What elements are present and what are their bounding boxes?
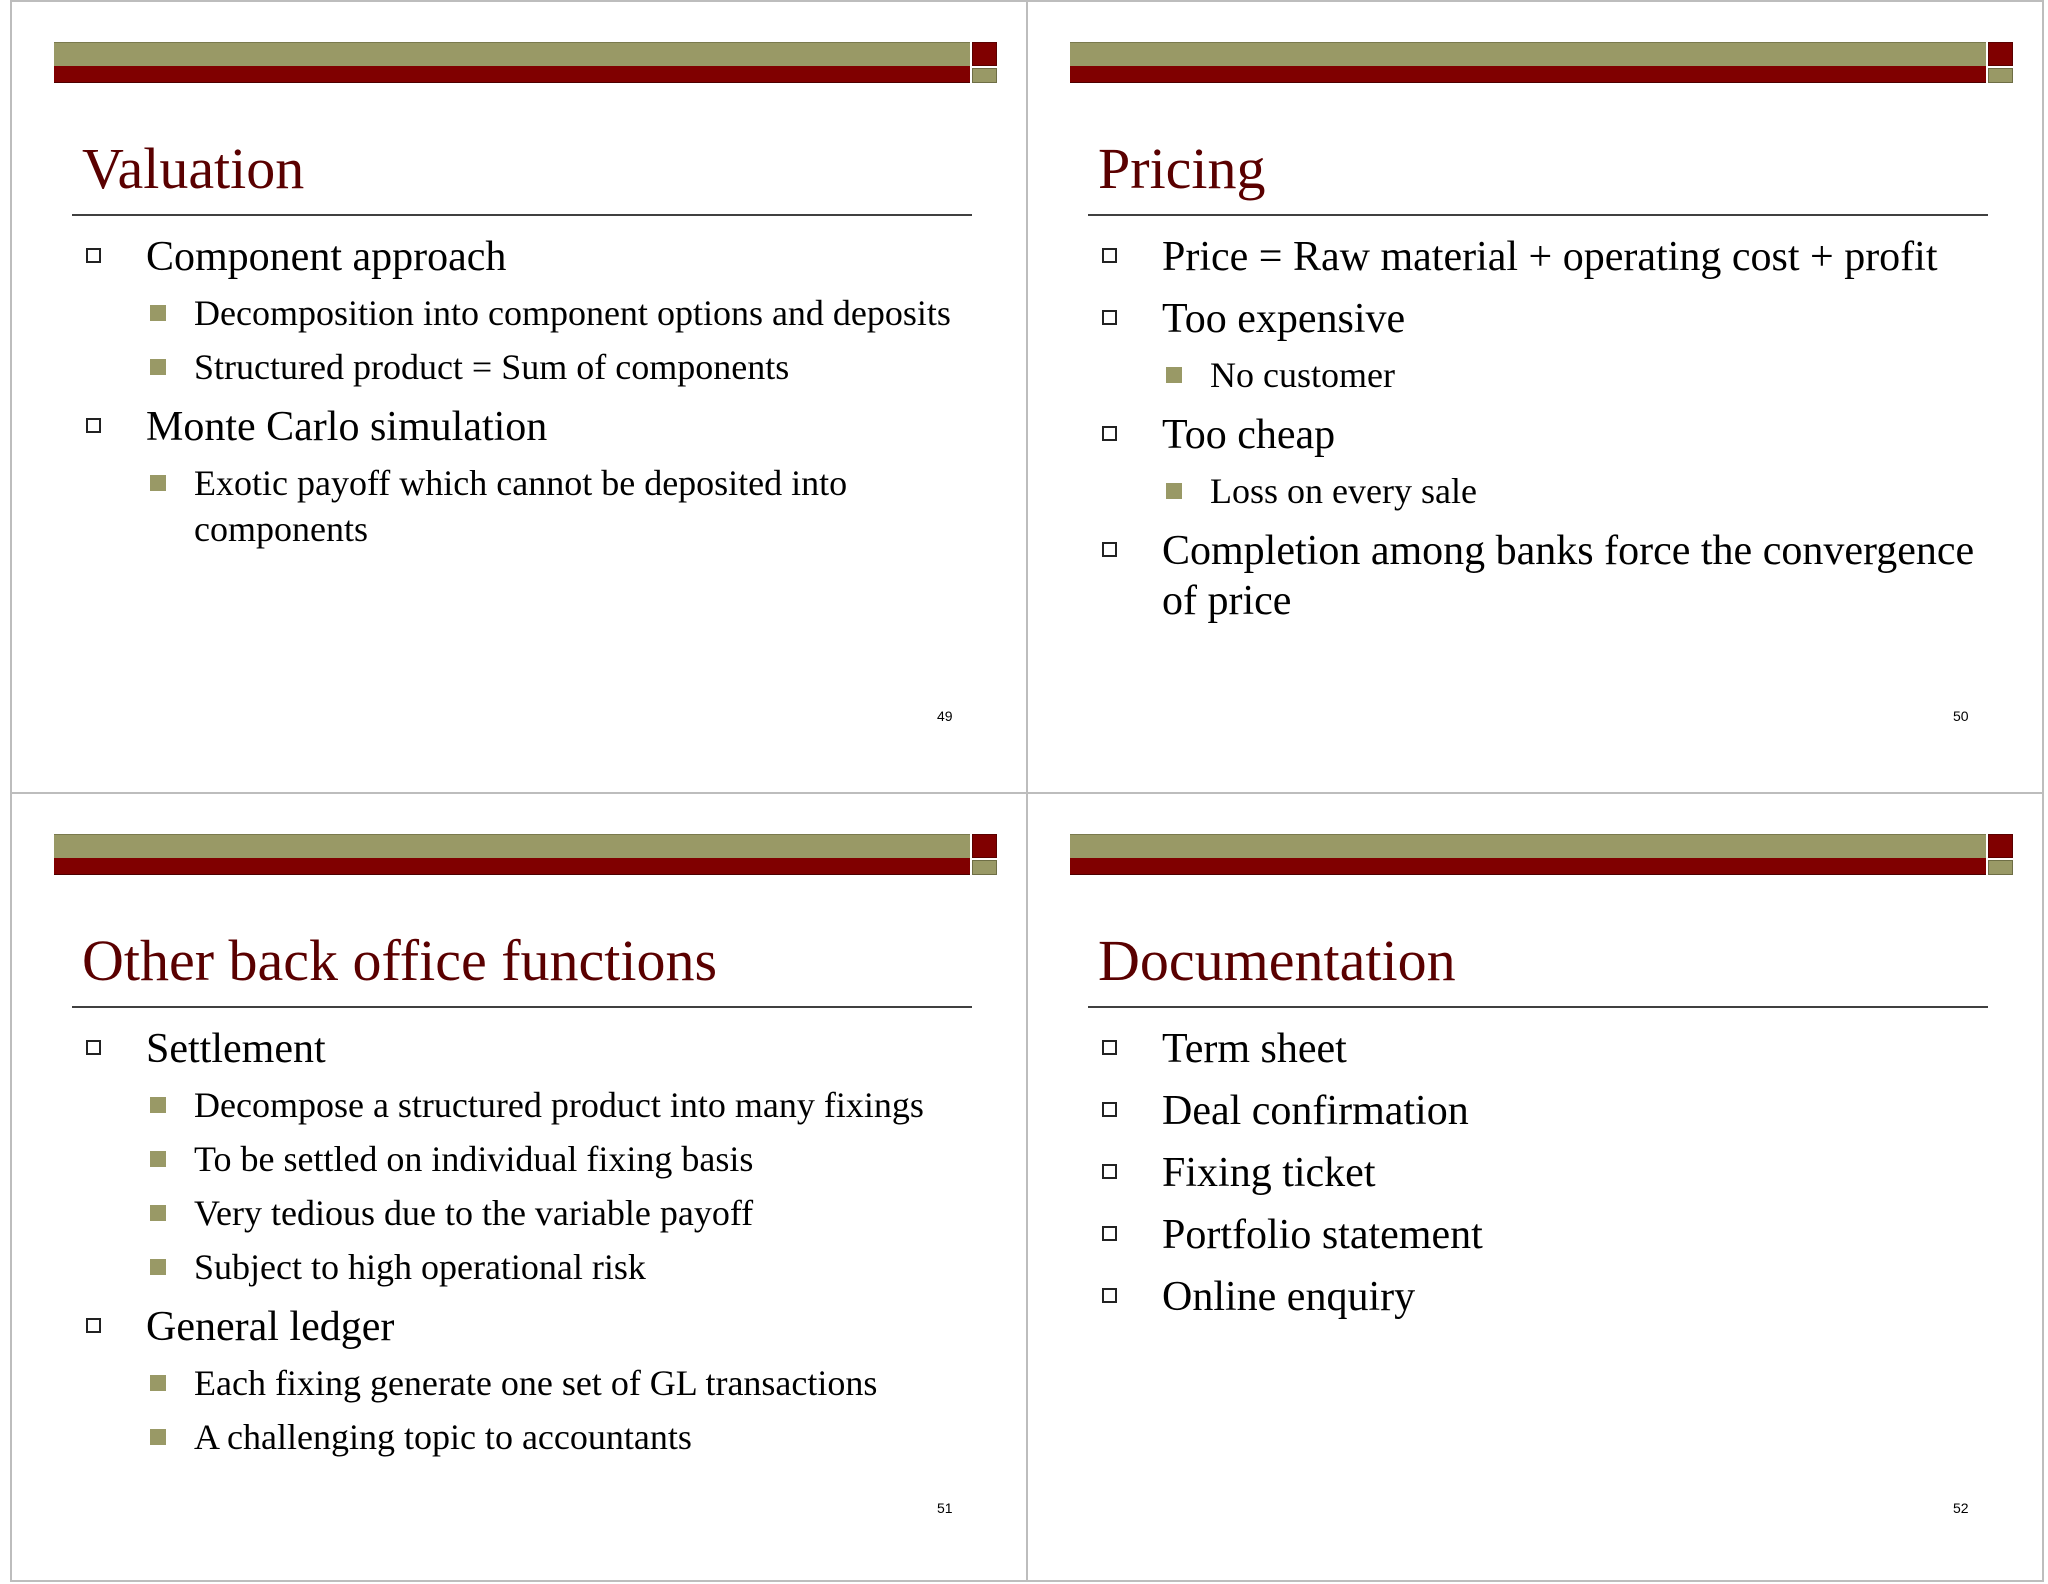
filled-square-bullet-icon [150, 305, 166, 321]
hollow-square-bullet-icon [1102, 426, 1117, 441]
header-red-square [972, 42, 997, 66]
bullet-item [84, 1302, 984, 1352]
slide-number: 50 [1953, 708, 1969, 724]
bullet-text: Price = Raw material + operating cost + profit [1162, 234, 1938, 280]
header-decoration-bar [1070, 42, 2013, 84]
bullet-item [1100, 1148, 2000, 1198]
bullet-text: Fixing ticket [1162, 1150, 1376, 1196]
bullet-item [1100, 1210, 2000, 1260]
bullet-item [1100, 294, 2000, 344]
hollow-square-bullet-icon [1102, 248, 1117, 263]
filled-square-bullet-icon [150, 1205, 166, 1221]
title-underline [72, 214, 972, 216]
header-red-band [54, 858, 970, 875]
sub-bullet-text: Decomposition into component options and deposits [194, 293, 951, 333]
bullet-text: Portfolio statement [1162, 1212, 1483, 1258]
bullet-item [1100, 1272, 2000, 1322]
slide-51 [12, 794, 1028, 1584]
header-decoration-bar [54, 42, 997, 84]
bullet-item [84, 402, 984, 452]
sub-bullet-item [1162, 468, 2000, 514]
bullet-text: Online enquiry [1162, 1274, 1416, 1320]
slide-50 [1028, 2, 2044, 792]
bullet-item [84, 232, 984, 282]
sub-bullet-item [146, 460, 984, 552]
slide-title: Valuation [82, 136, 305, 201]
header-red-band [54, 66, 970, 83]
header-red-square [972, 834, 997, 858]
hollow-square-bullet-icon [86, 418, 101, 433]
filled-square-bullet-icon [150, 1097, 166, 1113]
hollow-square-bullet-icon [86, 1040, 101, 1055]
sub-bullet-item [146, 1136, 984, 1182]
bullet-text: Monte Carlo simulation [146, 404, 548, 450]
header-olive-square [1988, 860, 2013, 875]
sub-bullet-text: Subject to high operational risk [194, 1247, 646, 1287]
header-decoration-bar [54, 834, 997, 876]
hollow-square-bullet-icon [1102, 1164, 1117, 1179]
filled-square-bullet-icon [150, 1259, 166, 1275]
header-olive-band [54, 42, 970, 67]
sub-bullet-text: No customer [1210, 355, 1395, 395]
sub-bullet-text: To be settled on individual fixing basis [194, 1139, 754, 1179]
filled-square-bullet-icon [150, 1151, 166, 1167]
header-olive-square [972, 68, 997, 83]
slide-title: Other back office functions [82, 928, 718, 993]
title-underline [72, 1006, 972, 1008]
title-underline [1088, 1006, 1988, 1008]
header-olive-square [1988, 68, 2013, 83]
bullet-item [1100, 232, 2000, 282]
sub-bullet-text: Exotic payoff which cannot be deposited into components [194, 463, 848, 549]
bullet-item [1100, 526, 2000, 626]
sub-bullet-item [146, 1244, 984, 1290]
filled-square-bullet-icon [1166, 367, 1182, 383]
filled-square-bullet-icon [150, 475, 166, 491]
hollow-square-bullet-icon [86, 1318, 101, 1333]
slide-body [84, 1024, 984, 1460]
header-red-square [1988, 834, 2013, 858]
hollow-square-bullet-icon [1102, 1288, 1117, 1303]
header-red-square [1988, 42, 2013, 66]
bullet-text: Completion among banks force the convergence of price [1162, 528, 1975, 624]
filled-square-bullet-icon [150, 1429, 166, 1445]
sub-bullet-text: Loss on every sale [1210, 471, 1477, 511]
header-red-band [1070, 858, 1986, 875]
slide-number: 51 [937, 1500, 953, 1516]
bullet-text: Deal confirmation [1162, 1088, 1469, 1134]
bullet-text: Too expensive [1162, 296, 1406, 342]
slide-52 [1028, 794, 2044, 1584]
header-decoration-bar [1070, 834, 2013, 876]
hollow-square-bullet-icon [1102, 1040, 1117, 1055]
filled-square-bullet-icon [150, 1375, 166, 1391]
slide-49 [12, 2, 1028, 792]
slide-title: Documentation [1098, 928, 1456, 993]
bullet-item [84, 1024, 984, 1074]
sub-bullet-text: Structured product = Sum of components [194, 347, 790, 387]
bullet-text: Term sheet [1162, 1026, 1347, 1072]
sub-bullet-item [1162, 352, 2000, 398]
slide-number: 52 [1953, 1500, 1969, 1516]
bullet-text: General ledger [146, 1304, 395, 1350]
header-red-band [1070, 66, 1986, 83]
sub-bullet-item [146, 1360, 984, 1406]
title-underline [1088, 214, 1988, 216]
hollow-square-bullet-icon [1102, 542, 1117, 557]
sub-bullet-item [146, 1190, 984, 1236]
slide-body [1100, 232, 2000, 626]
sub-bullet-item [146, 1414, 984, 1460]
sub-bullet-text: Decompose a structured product into many fixings [194, 1085, 924, 1125]
hollow-square-bullet-icon [86, 248, 101, 263]
bullet-text: Component approach [146, 234, 507, 280]
sub-bullet-text: Each fixing generate one set of GL transactions [194, 1363, 878, 1403]
slide-body [84, 232, 984, 552]
bullet-item [1100, 1024, 2000, 1074]
sub-bullet-item [146, 290, 984, 336]
slide-body [1100, 1024, 2000, 1322]
slide-number: 49 [937, 708, 953, 724]
sub-bullet-item [146, 1082, 984, 1128]
sub-bullet-text: Very tedious due to the variable payoff [194, 1193, 754, 1233]
header-olive-band [1070, 834, 1986, 859]
bullet-text: Too cheap [1162, 412, 1336, 458]
bullet-item [1100, 410, 2000, 460]
bullet-text: Settlement [146, 1026, 326, 1072]
header-olive-band [1070, 42, 1986, 67]
bullet-item [1100, 1086, 2000, 1136]
hollow-square-bullet-icon [1102, 1102, 1117, 1117]
filled-square-bullet-icon [1166, 483, 1182, 499]
filled-square-bullet-icon [150, 359, 166, 375]
hollow-square-bullet-icon [1102, 1226, 1117, 1241]
sub-bullet-text: A challenging topic to accountants [194, 1417, 692, 1457]
hollow-square-bullet-icon [1102, 310, 1117, 325]
header-olive-square [972, 860, 997, 875]
sub-bullet-item [146, 344, 984, 390]
header-olive-band [54, 834, 970, 859]
slide-title: Pricing [1098, 136, 1266, 201]
